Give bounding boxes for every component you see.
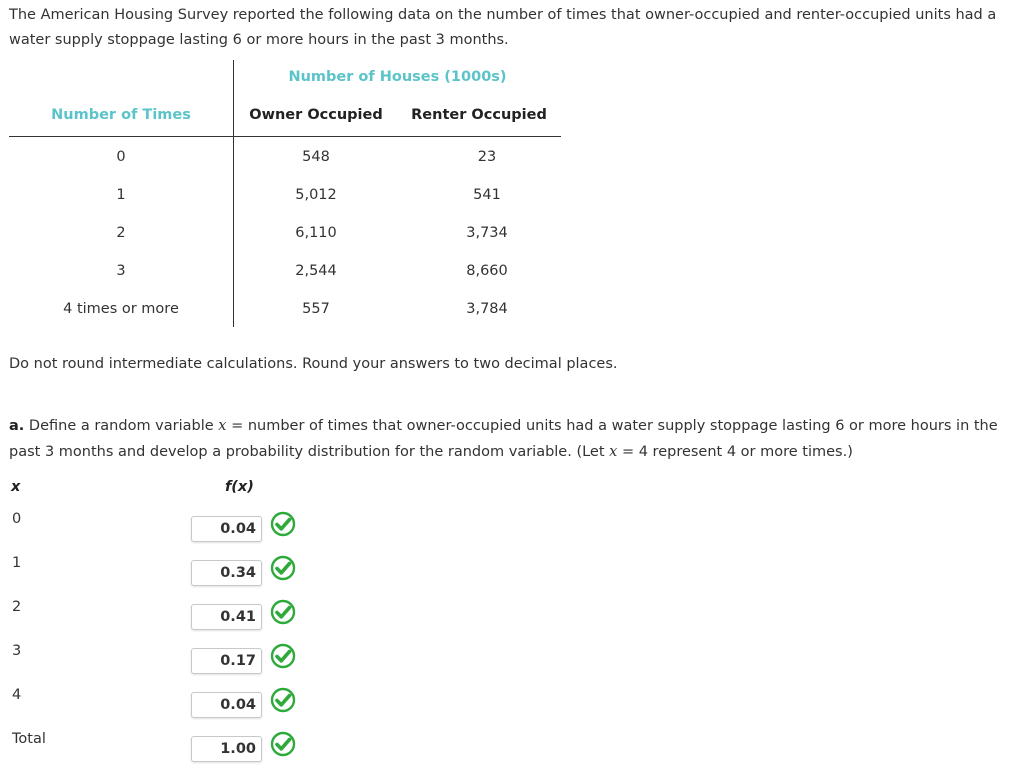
question-variable-2: x bbox=[609, 444, 618, 460]
table-row bbox=[9, 149, 561, 169]
table-row bbox=[9, 225, 561, 245]
cell-owner: 5,012 bbox=[295, 187, 337, 203]
distribution-row bbox=[0, 555, 320, 585]
question-label: a. bbox=[9, 418, 25, 434]
distribution-row bbox=[0, 511, 320, 541]
distribution-row bbox=[0, 687, 320, 717]
table-group-header: Number of Houses (1000s) bbox=[288, 69, 507, 85]
x-value: 1 bbox=[12, 555, 22, 571]
check-circle-icon bbox=[270, 643, 296, 669]
cell-renter: 23 bbox=[477, 149, 497, 165]
check-circle-icon bbox=[270, 687, 296, 713]
cell-renter: 3,734 bbox=[466, 225, 508, 241]
problem-intro: The American Housing Survey reported the following data on the number of times that owner-occupied and renter-occupied units had a water supply stoppage lasting 6 or more hours in the past 3 months. bbox=[9, 7, 997, 48]
column-header-renter: Renter Occupied bbox=[411, 107, 547, 123]
distribution-row-total bbox=[0, 731, 320, 761]
x-value: 3 bbox=[12, 643, 22, 659]
check-circle-icon bbox=[270, 731, 296, 757]
fx-answer-input[interactable]: 0.17 bbox=[191, 648, 262, 674]
question-text-1: Define a random variable bbox=[24, 418, 219, 434]
distribution-row bbox=[0, 599, 320, 629]
question-text-3: = 4 represent 4 or more times.) bbox=[617, 444, 853, 460]
cell-times: 0 bbox=[116, 149, 126, 165]
distribution-header-fx: f(x) bbox=[225, 479, 254, 495]
cell-owner: 6,110 bbox=[295, 225, 337, 241]
fx-answer-input[interactable]: 0.34 bbox=[191, 560, 262, 586]
total-label: Total bbox=[12, 731, 46, 747]
rounding-note: Do not round intermediate calculations. Round your answers to two decimal places. bbox=[9, 356, 618, 372]
cell-times: 3 bbox=[116, 263, 126, 279]
cell-renter: 541 bbox=[473, 187, 501, 203]
cell-renter: 8,660 bbox=[466, 263, 508, 279]
table-row bbox=[9, 301, 561, 321]
check-circle-icon bbox=[270, 555, 296, 581]
table-row bbox=[9, 187, 561, 207]
cell-owner: 557 bbox=[302, 301, 330, 317]
check-circle-icon bbox=[270, 599, 296, 625]
cell-owner: 2,544 bbox=[295, 263, 337, 279]
fx-answer-input[interactable]: 0.04 bbox=[191, 692, 262, 718]
x-value: 0 bbox=[12, 511, 22, 527]
check-circle-icon bbox=[270, 511, 296, 537]
question-text-2: = number of times that owner-occupied units had a water supply stoppage lasting 6 or more hours in the past 3 months and develop a probability distribution for the random variable. (Let bbox=[9, 418, 998, 460]
x-value: 4 bbox=[12, 687, 22, 703]
cell-times: 2 bbox=[116, 225, 126, 241]
question-variable: x bbox=[218, 418, 227, 434]
column-header-times: Number of Times bbox=[51, 107, 191, 123]
housing-data-table bbox=[9, 60, 561, 328]
fx-answer-input[interactable]: 0.41 bbox=[191, 604, 262, 630]
distribution-header-x: x bbox=[11, 479, 21, 495]
question-a bbox=[9, 413, 1014, 465]
table-header-divider bbox=[9, 136, 561, 137]
table-row bbox=[9, 263, 561, 283]
total-answer-input[interactable]: 1.00 bbox=[191, 736, 262, 762]
column-header-owner: Owner Occupied bbox=[249, 107, 383, 123]
cell-renter: 3,784 bbox=[466, 301, 508, 317]
distribution-row bbox=[0, 643, 320, 673]
x-value: 2 bbox=[12, 599, 22, 615]
cell-times: 1 bbox=[116, 187, 126, 203]
cell-times: 4 times or more bbox=[63, 301, 179, 317]
fx-answer-input[interactable]: 0.04 bbox=[191, 516, 262, 542]
cell-owner: 548 bbox=[302, 149, 330, 165]
